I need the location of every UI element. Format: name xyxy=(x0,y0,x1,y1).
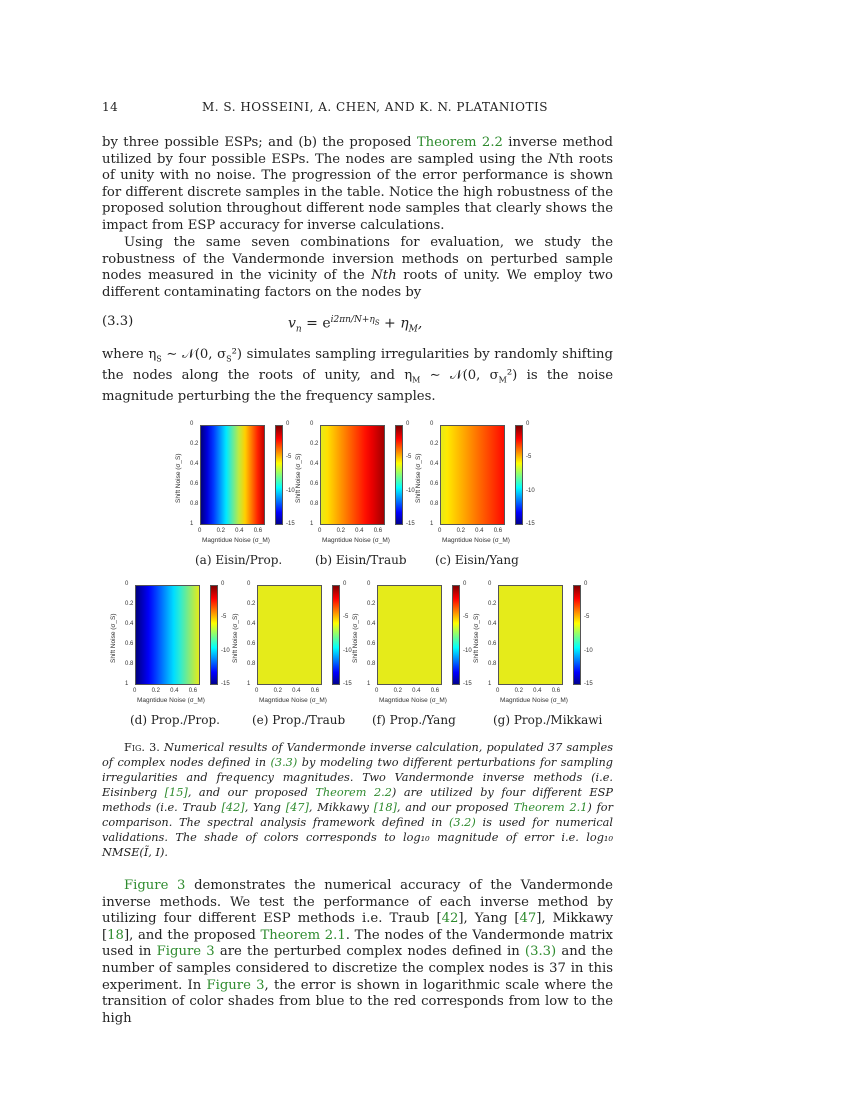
y-tick-label: 0 xyxy=(190,421,194,427)
citation-link[interactable]: 47 xyxy=(519,911,537,927)
x-tick-label: 0.4 xyxy=(355,528,364,534)
y-axis-label: Shift Noise (σ_S) xyxy=(232,613,239,663)
equation-link[interactable]: (3.3) xyxy=(524,944,557,960)
math: i2πn/N+η xyxy=(330,315,375,325)
y-tick-label: 0.2 xyxy=(125,601,134,607)
y-tick-label: 0.6 xyxy=(310,481,319,487)
paragraph-3 xyxy=(102,347,613,406)
colorbar-tick-label: -10 xyxy=(526,487,535,494)
figure-link[interactable]: Figure 3 xyxy=(124,878,186,893)
colorbar-tick-label: -15 xyxy=(406,521,415,527)
text: , the error is shown in logarithmic scale where the transition of color shades from blue to the red corresponds from low to the high xyxy=(102,977,613,1026)
colorbar-tick-label: -5 xyxy=(584,614,590,621)
colorbar-tick-label: -10 xyxy=(286,487,295,494)
text: by three possible ESPs; and (b) the proposed xyxy=(102,135,417,150)
x-tick-label: 0.6 xyxy=(253,528,263,534)
text: demonstrates the numerical accuracy of the Vandermonde inverse methods. We test the performance of each inverse method by utilizing four different ESP methods i.e. Traub [ xyxy=(102,878,613,927)
math: Nth xyxy=(371,268,397,284)
theorem-link[interactable]: Theorem 2.1 xyxy=(260,927,346,943)
colorbar xyxy=(275,425,283,525)
y-tick-label: 0.2 xyxy=(310,441,319,447)
y-tick-label: 0.2 xyxy=(367,601,376,607)
colorbar-tick-label: -15 xyxy=(221,681,230,687)
subfigure-label: (b) Eisin/Traub xyxy=(315,553,407,567)
text: M xyxy=(498,375,507,385)
y-tick-label: 0.4 xyxy=(190,461,199,467)
theorem-link[interactable]: Theorem 2.2 xyxy=(416,135,503,150)
y-tick-label: 0.6 xyxy=(488,641,497,647)
x-axis-label: Magntidue Noise (σ_M) xyxy=(500,697,568,704)
y-tick-label: 1 xyxy=(125,681,129,687)
y-tick-label: 0.8 xyxy=(310,501,319,507)
theorem-link[interactable]: Theorem 2.1 xyxy=(513,801,588,814)
y-tick-label: 0.4 xyxy=(367,621,376,627)
x-axis-label: Magntidue Noise (σ_M) xyxy=(379,697,447,704)
x-tick-label: 0 xyxy=(438,528,442,534)
y-tick-label: 1 xyxy=(367,681,371,687)
x-axis-label: Magntidue Noise (σ_M) xyxy=(322,537,390,544)
citation-link[interactable]: 18 xyxy=(107,927,124,943)
x-tick-label: 0.6 xyxy=(310,688,320,694)
text: ], Yang [ xyxy=(458,911,520,927)
page-number: 14 xyxy=(102,100,119,114)
y-tick-label: 0.6 xyxy=(367,641,376,647)
y-tick-label: 0 xyxy=(367,581,371,587)
x-tick-label: 0 xyxy=(375,688,379,694)
figure-link[interactable]: Figure 3 xyxy=(156,944,215,960)
text: , and our proposed xyxy=(187,786,316,799)
x-tick-label: 0 xyxy=(133,688,137,694)
colorbar xyxy=(573,585,581,685)
y-tick-label: 1 xyxy=(430,521,434,527)
equation-link[interactable]: (3.2) xyxy=(448,816,476,829)
text: ²) is the noise magnitude perturbing the the frequency samples. xyxy=(102,368,614,405)
running-header: M. S. HOSSEINI, A. CHEN, AND K. N. PLATANIOTIS xyxy=(202,100,548,114)
text: ) for comparison. The spectral analysis framework defined in xyxy=(102,801,613,829)
colorbar-tick-label: -15 xyxy=(584,681,593,687)
subfigure-label: (c) Eisin/Yang xyxy=(435,553,519,567)
x-tick-label: 0 xyxy=(198,528,202,534)
colorbar-tick-label: 0 xyxy=(286,421,290,427)
paragraph-1 xyxy=(102,135,613,235)
text: inverse method utilized by four possible ESPs. The nodes are sampled using the xyxy=(102,135,614,167)
heatmap-plot xyxy=(377,585,442,685)
colorbar-tick-label: 0 xyxy=(406,421,410,427)
math: M xyxy=(408,324,418,335)
x-tick-label: 0.4 xyxy=(292,688,301,694)
colorbar xyxy=(515,425,523,525)
math: S xyxy=(374,318,380,327)
colorbar-tick-label: 0 xyxy=(526,421,530,427)
y-tick-label: 0.8 xyxy=(488,661,497,667)
y-tick-label: 0.4 xyxy=(310,461,319,467)
math: n xyxy=(295,324,302,335)
text: and the number of samples considered to discretize the complex nodes is 37 in this experiment. In xyxy=(102,944,614,993)
y-axis-label: Shift Noise (σ_S) xyxy=(295,453,302,503)
text: . The nodes of the Vandermonde matrix used in xyxy=(102,927,613,960)
colorbar-tick-label: -5 xyxy=(463,614,469,621)
citation-link[interactable]: [47] xyxy=(285,801,309,814)
text: Using the same seven combinations for evaluation, we study the robustness of the Vandermonde inversion methods on perturbed sample nodes measured in the vicinity of the xyxy=(102,235,613,284)
citation-link[interactable]: [42] xyxy=(221,801,245,814)
colorbar-tick-label: -10 xyxy=(406,487,415,494)
text: th roots of unity with no noise. The progression of the error performance is shown for different discrete samples in the table. Notice the high robustness of the proposed solution throughout different node samples that clearly shows the impact from ESP accuracy for inverse calculations. xyxy=(102,151,613,233)
text: Numerical results of Vandermonde inverse calculation, populated 37 samples of complex nodes defined in xyxy=(102,741,613,769)
y-tick-label: 0 xyxy=(125,581,129,587)
text: are the perturbed complex nodes defined in xyxy=(214,944,525,960)
text: S xyxy=(156,354,162,364)
x-tick-label: 0 xyxy=(496,688,500,694)
equation-number: (3.3) xyxy=(102,314,134,329)
math: = e xyxy=(301,315,331,332)
colorbar xyxy=(395,425,403,525)
x-tick-label: 0.6 xyxy=(493,528,503,534)
heatmap-plot xyxy=(498,585,563,685)
x-tick-label: 0.2 xyxy=(151,688,160,694)
x-tick-label: 0.4 xyxy=(475,528,484,534)
heatmap-plot xyxy=(320,425,385,525)
x-tick-label: 0.2 xyxy=(216,528,225,534)
x-tick-label: 0.4 xyxy=(170,688,179,694)
y-tick-label: 0.6 xyxy=(190,481,199,487)
colorbar-tick-label: -5 xyxy=(343,614,349,621)
colorbar-tick-label: 0 xyxy=(221,581,225,587)
x-tick-label: 0.4 xyxy=(533,688,542,694)
equation-link[interactable]: (3.3) xyxy=(270,756,298,769)
heatmap-plot xyxy=(135,585,200,685)
y-tick-label: 0.6 xyxy=(247,641,256,647)
y-tick-label: 0.6 xyxy=(125,641,134,647)
y-tick-label: 0.2 xyxy=(190,441,199,447)
text: ∼ 𝒩(0, σ xyxy=(420,368,499,384)
colorbar-tick-label: -10 xyxy=(221,647,230,654)
x-tick-label: 0.6 xyxy=(373,528,383,534)
y-axis-label: Shift Noise (σ_S) xyxy=(352,613,359,663)
colorbar-tick-label: -5 xyxy=(221,614,227,621)
subfigure-label: (a) Eisin/Prop. xyxy=(195,553,283,567)
x-tick-label: 0 xyxy=(318,528,322,534)
y-axis-label: Shift Noise (σ_S) xyxy=(110,613,117,663)
y-tick-label: 1 xyxy=(247,681,251,687)
text: M xyxy=(412,375,421,385)
y-tick-label: 0.4 xyxy=(488,621,497,627)
math: + η xyxy=(379,315,409,332)
y-tick-label: 1 xyxy=(310,521,314,527)
x-axis-label: Magntidue Noise (σ_M) xyxy=(442,537,510,544)
y-tick-label: 0.4 xyxy=(125,621,134,627)
y-tick-label: 0.2 xyxy=(488,601,497,607)
x-tick-label: 0.2 xyxy=(336,528,345,534)
citation-link[interactable]: [15] xyxy=(164,786,188,799)
colorbar-tick-label: -15 xyxy=(286,521,295,527)
y-tick-label: 0 xyxy=(488,581,492,587)
colorbar-tick-label: -5 xyxy=(526,454,532,461)
colorbar xyxy=(332,585,340,685)
colorbar-tick-label: -15 xyxy=(463,681,472,687)
y-tick-label: 0.8 xyxy=(247,661,256,667)
colorbar-tick-label: -15 xyxy=(526,521,535,527)
x-tick-label: 0.6 xyxy=(430,688,440,694)
y-tick-label: 0 xyxy=(430,421,434,427)
y-tick-label: 1 xyxy=(488,681,492,687)
text: ∼ 𝒩(0, σ xyxy=(161,347,227,362)
text: ], and the proposed xyxy=(123,927,261,943)
x-tick-label: 0.2 xyxy=(273,688,282,694)
y-tick-label: 0.4 xyxy=(247,621,256,627)
theorem-link[interactable]: Theorem 2.2 xyxy=(315,786,392,799)
figure-caption xyxy=(102,740,613,860)
y-axis-label: Shift Noise (σ_S) xyxy=(473,613,480,663)
figure-link[interactable]: Figure 3 xyxy=(206,977,265,993)
x-tick-label: 0.6 xyxy=(188,688,198,694)
text: , and our proposed xyxy=(396,801,514,814)
y-tick-label: 0.8 xyxy=(367,661,376,667)
y-tick-label: 0.2 xyxy=(247,601,256,607)
math: N xyxy=(547,151,560,167)
y-tick-label: 0.8 xyxy=(430,501,439,507)
y-tick-label: 0 xyxy=(247,581,251,587)
colorbar xyxy=(210,585,218,685)
subfigure-label: (e) Prop./Traub xyxy=(252,713,346,727)
colorbar-tick-label: -10 xyxy=(343,647,352,654)
colorbar-tick-label: -15 xyxy=(343,681,352,687)
heatmap-plot xyxy=(200,425,265,525)
x-axis-label: Magntidue Noise (σ_M) xyxy=(259,697,327,704)
y-tick-label: 0.8 xyxy=(190,501,199,507)
colorbar-tick-label: 0 xyxy=(343,581,347,587)
colorbar-tick-label: -10 xyxy=(463,647,472,654)
colorbar-tick-label: -5 xyxy=(406,454,412,461)
x-tick-label: 0.4 xyxy=(412,688,421,694)
subfigure-label: (f) Prop./Yang xyxy=(372,713,456,727)
heatmap-plot xyxy=(257,585,322,685)
x-tick-label: 0.4 xyxy=(235,528,244,534)
x-axis-label: Magntidue Noise (σ_M) xyxy=(137,697,205,704)
text: , Yang xyxy=(244,801,286,814)
text: roots of unity. We employ two different contaminating factors on the nodes by xyxy=(102,268,613,300)
colorbar-tick-label: 0 xyxy=(463,581,467,587)
colorbar-tick-label: -10 xyxy=(584,647,593,654)
heatmap-plot xyxy=(440,425,505,525)
text: where η xyxy=(102,347,157,362)
y-tick-label: 0.2 xyxy=(430,441,439,447)
text: ²) simulates sampling irregularities by randomly shifting the nodes along the roots of unity, and η xyxy=(102,347,613,384)
y-tick-label: 0.6 xyxy=(430,481,439,487)
math: , xyxy=(417,315,423,332)
x-tick-label: 0.2 xyxy=(393,688,402,694)
citation-link[interactable]: 42 xyxy=(441,911,459,927)
paragraph-4 xyxy=(102,878,613,1027)
x-tick-label: 0.2 xyxy=(514,688,523,694)
y-tick-label: 0.8 xyxy=(125,661,134,667)
text: ], Mikkawy [ xyxy=(102,911,613,943)
x-axis-label: Magntidue Noise (σ_M) xyxy=(202,537,270,544)
figure-label: Fig. 3. xyxy=(124,741,160,754)
y-tick-label: 0.4 xyxy=(430,461,439,467)
x-tick-label: 0 xyxy=(255,688,259,694)
y-axis-label: Shift Noise (σ_S) xyxy=(175,453,182,503)
text: S xyxy=(226,354,232,364)
text: by modeling two different perturbations for sampling irregularities and frequency magnitudes. Two Vandermonde inverse methods (i.e. Eisinberg xyxy=(102,756,613,799)
paragraph-2 xyxy=(102,235,613,301)
y-tick-label: 0 xyxy=(310,421,314,427)
x-tick-label: 0.6 xyxy=(551,688,561,694)
text: ) are utilized by four different ESP methods (i.e. Traub xyxy=(102,786,614,814)
colorbar xyxy=(452,585,460,685)
colorbar-tick-label: 0 xyxy=(584,581,588,587)
subfigure-label: (d) Prop./Prop. xyxy=(130,713,220,727)
citation-link[interactable]: [18] xyxy=(373,801,397,814)
equation xyxy=(288,312,422,338)
subfigure-label: (g) Prop./Mikkawi xyxy=(493,713,603,727)
text: , Mikkawy xyxy=(308,801,374,814)
y-tick-label: 1 xyxy=(190,521,194,527)
x-tick-label: 0.2 xyxy=(456,528,465,534)
text: is used for numerical validations. The shade of colors corresponds to log₁₀ magnitude of error i.e. log₁₀ NMSE(Ĩ, I). xyxy=(102,816,613,859)
y-axis-label: Shift Noise (σ_S) xyxy=(415,453,422,503)
colorbar-tick-label: -5 xyxy=(286,454,292,461)
math: v xyxy=(288,315,296,332)
